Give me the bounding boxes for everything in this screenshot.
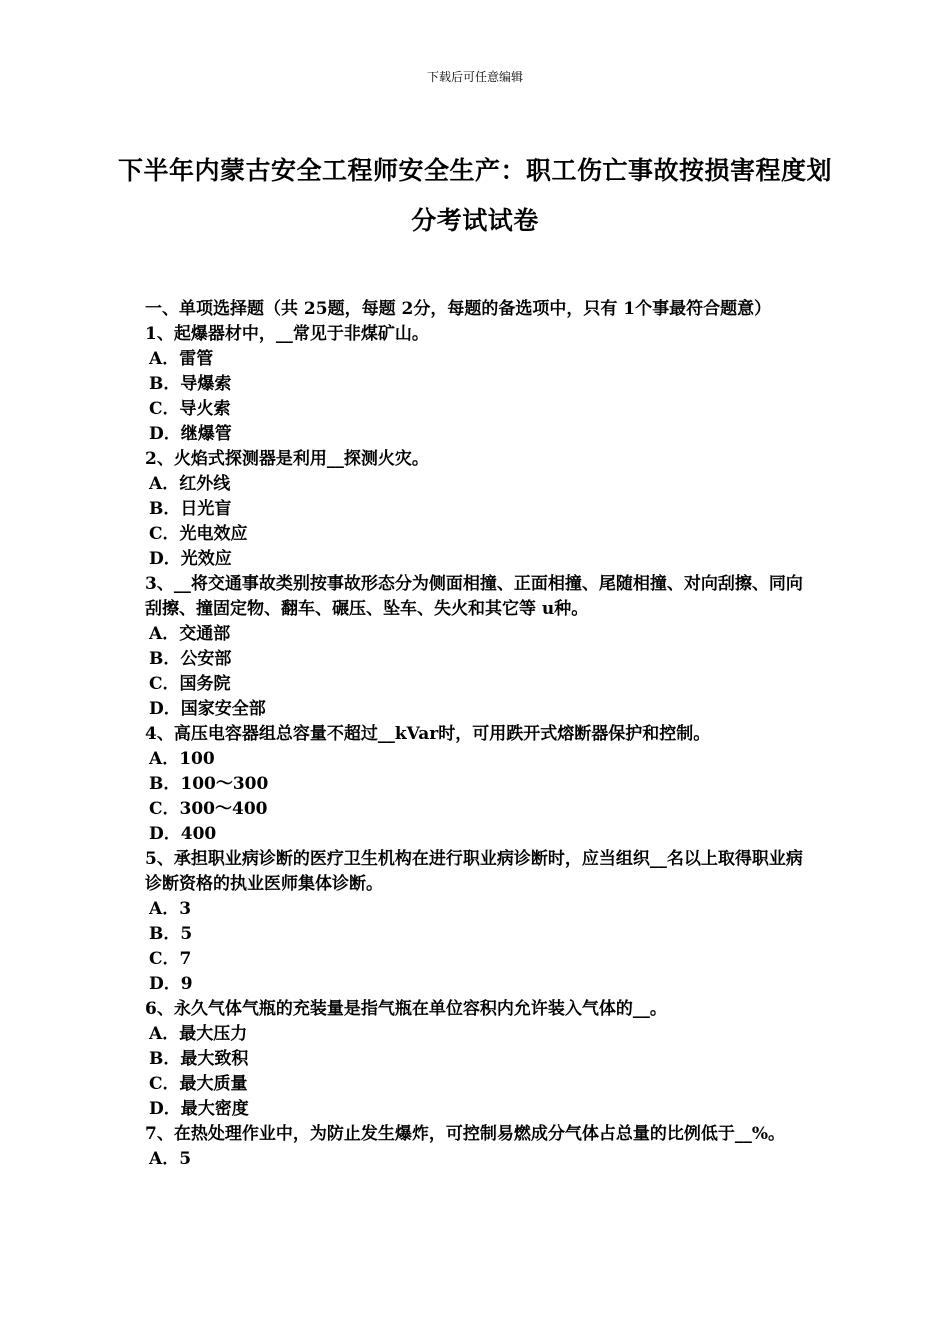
question-stem: 2、火焰式探测器是利用__探测火灾。 [145,449,429,469]
question-5 [145,847,810,997]
document-title: 下半年内蒙古安全工程师安全生产：职工伤亡事故按损害程度划分考试试卷 [117,156,832,235]
option-c: C．7 [149,949,192,969]
option-d: D．9 [149,974,193,994]
option-d: D．400 [149,824,217,844]
option-b: B．5 [149,924,193,944]
question-1 [145,322,810,447]
option-d: D．国家安全部 [149,699,266,719]
option-a: A．5 [149,1149,192,1169]
question-stem: 6、永久气体气瓶的充装量是指气瓶在单位容积内允许装入气体的__。 [145,999,667,1019]
section-heading: 一、单项选择题（共 25题，每题 2分，每题的备选项中，只有 1个事最符合题意） [145,299,772,319]
option-d: D．光效应 [149,549,232,569]
document-body [145,297,810,1172]
header-note: 下载后可任意编辑 [426,70,523,84]
option-a: A．100 [149,749,215,769]
option-a: A．3 [149,899,192,919]
option-a: A．交通部 [149,624,231,644]
question-stem: 3、__将交通事故类别按事故形态分为侧面相撞、正面相撞、尾随相撞、对向刮擦、同向刮擦、撞固定物、翻车、碾压、坠车、失火和其它等 u种。 [145,574,803,619]
question-2 [145,447,810,572]
option-c: C．300～400 [149,799,268,819]
question-7 [145,1122,810,1172]
option-b: B．最大致积 [149,1049,249,1069]
option-b: B．导爆索 [149,374,232,394]
option-d: D．最大密度 [149,1099,249,1119]
option-c: C．光电效应 [149,524,248,544]
option-c: C．国务院 [149,674,231,694]
option-b: B．日光盲 [149,499,232,519]
option-d: D．继爆管 [149,424,232,444]
option-b: B．100～300 [149,774,269,794]
option-a: A．最大压力 [149,1024,248,1044]
option-c: C．最大质量 [149,1074,248,1094]
question-stem: 7、在热处理作业中，为防止发生爆炸，可控制易燃成分气体占总量的比例低于__%。 [145,1124,785,1144]
question-stem: 5、承担职业病诊断的医疗卫生机构在进行职业病诊断时，应当组织__名以上取得职业病诊断资格的执业医师集体诊断。 [145,849,803,894]
question-6 [145,997,810,1122]
question-3 [145,572,810,722]
question-4 [145,722,810,847]
option-a: A．雷管 [149,349,214,369]
option-b: B．公安部 [149,649,232,669]
option-c: C．导火索 [149,399,231,419]
question-stem: 4、高压电容器组总容量不超过__kVar时，可用跌开式熔断器保护和控制。 [145,724,711,744]
question-stem: 1、起爆器材中，__常见于非煤矿山。 [145,324,429,344]
option-a: A．红外线 [149,474,231,494]
